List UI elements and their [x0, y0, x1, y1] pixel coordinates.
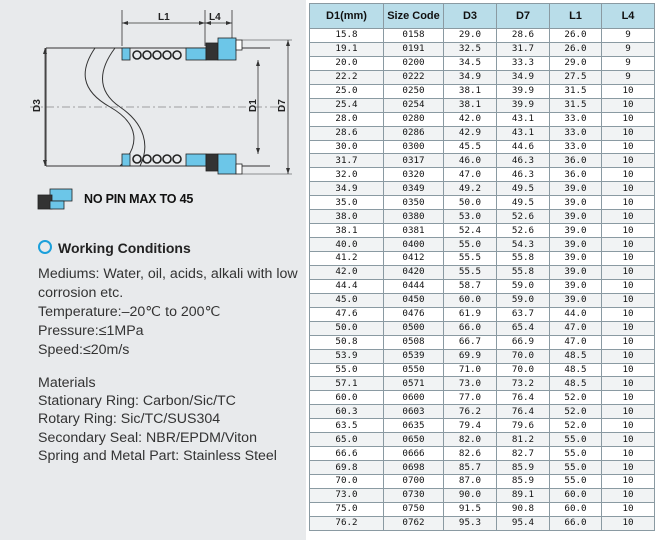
cell-size-code: 0300	[384, 140, 444, 154]
cell-size-code: 0730	[384, 488, 444, 502]
cell-d3: 91.5	[444, 502, 497, 516]
cell-d7: 73.2	[497, 377, 550, 391]
cell-size-code: 0381	[384, 224, 444, 238]
cell-l1: 36.0	[550, 154, 602, 168]
cell-size-code: 0350	[384, 196, 444, 210]
cell-d3: 47.0	[444, 168, 497, 182]
table-row	[310, 419, 655, 433]
cell-d3: 82.6	[444, 447, 497, 461]
cell-d1: 38.0	[310, 210, 384, 224]
table-row	[310, 335, 655, 349]
cell-d3: 87.0	[444, 475, 497, 489]
cell-l4: 10	[602, 321, 655, 335]
cell-d3: 38.1	[444, 84, 497, 98]
cell-d7: 90.8	[497, 502, 550, 516]
cell-l4: 10	[602, 377, 655, 391]
cell-d1: 32.0	[310, 168, 384, 182]
cell-l4: 10	[602, 98, 655, 112]
cell-d3: 76.2	[444, 405, 497, 419]
cell-d7: 70.0	[497, 363, 550, 377]
cell-l1: 44.0	[550, 307, 602, 321]
cell-d3: 55.5	[444, 252, 497, 266]
table-row	[310, 70, 655, 84]
materials-line: Materials	[38, 375, 96, 391]
cell-l4: 9	[602, 70, 655, 84]
cell-l4: 10	[602, 210, 655, 224]
materials-line: Spring and Metal Part: Stainless Steel	[38, 447, 277, 464]
cell-l1: 39.0	[550, 224, 602, 238]
dim-d1-label: D1	[248, 99, 259, 112]
table-row	[310, 279, 655, 293]
dim-d7-label: D7	[277, 99, 288, 112]
cell-d1: 53.9	[310, 349, 384, 363]
cell-l1: 55.0	[550, 447, 602, 461]
cell-d7: 44.6	[497, 140, 550, 154]
cell-d7: 43.1	[497, 112, 550, 126]
cell-d3: 60.0	[444, 293, 497, 307]
table-row	[310, 154, 655, 168]
no-pin-label: NO PIN MAX TO 45	[84, 192, 194, 206]
table-body	[310, 29, 655, 531]
cell-l1: 66.0	[550, 516, 602, 530]
table-row	[310, 112, 655, 126]
cell-d3: 46.0	[444, 154, 497, 168]
cell-d7: 79.6	[497, 419, 550, 433]
table-row	[310, 265, 655, 279]
cell-d7: 33.3	[497, 56, 550, 70]
cell-d7: 49.5	[497, 196, 550, 210]
cell-l1: 55.0	[550, 475, 602, 489]
cell-d7: 81.2	[497, 433, 550, 447]
cell-d1: 28.6	[310, 126, 384, 140]
cell-l4: 10	[602, 419, 655, 433]
cell-size-code: 0444	[384, 279, 444, 293]
cell-size-code: 0650	[384, 433, 444, 447]
cell-d7: 55.8	[497, 252, 550, 266]
cell-d1: 20.0	[310, 56, 384, 70]
cell-d3: 52.4	[444, 224, 497, 238]
cell-size-code: 0317	[384, 154, 444, 168]
table-row	[310, 475, 655, 489]
cell-l1: 39.0	[550, 252, 602, 266]
cell-l4: 10	[602, 349, 655, 363]
cell-l1: 31.5	[550, 98, 602, 112]
cell-d7: 52.6	[497, 224, 550, 238]
cell-size-code: 0750	[384, 502, 444, 516]
table-row	[310, 224, 655, 238]
cell-d7: 46.3	[497, 154, 550, 168]
cell-d1: 38.1	[310, 224, 384, 238]
cell-d3: 61.9	[444, 307, 497, 321]
cell-l4: 10	[602, 168, 655, 182]
cell-l1: 52.0	[550, 391, 602, 405]
cell-d7: 39.9	[497, 84, 550, 98]
cell-d3: 69.9	[444, 349, 497, 363]
dim-l4-label: L4	[209, 12, 221, 23]
cell-d7: 39.9	[497, 98, 550, 112]
col-header-size-code: Size Code	[384, 4, 444, 29]
left-panel	[0, 0, 306, 540]
cell-d3: 71.0	[444, 363, 497, 377]
cell-size-code: 0508	[384, 335, 444, 349]
cell-d3: 45.5	[444, 140, 497, 154]
cell-l4: 10	[602, 488, 655, 502]
cell-d7: 31.7	[497, 42, 550, 56]
cell-d3: 79.4	[444, 419, 497, 433]
cell-d1: 55.0	[310, 363, 384, 377]
cell-d7: 95.4	[497, 516, 550, 530]
table-row	[310, 377, 655, 391]
size-spec-table	[309, 3, 655, 531]
materials-line: Secondary Seal: NBR/EPDM/Viton	[38, 429, 257, 446]
cell-d3: 55.0	[444, 238, 497, 252]
cell-d1: 60.0	[310, 391, 384, 405]
cell-l4: 10	[602, 279, 655, 293]
cell-l1: 48.5	[550, 377, 602, 391]
cell-d3: 42.9	[444, 126, 497, 140]
cell-d1: 65.0	[310, 433, 384, 447]
cell-d1: 31.7	[310, 154, 384, 168]
cell-d7: 82.7	[497, 447, 550, 461]
cell-d7: 49.5	[497, 182, 550, 196]
cell-l1: 48.5	[550, 363, 602, 377]
cell-size-code: 0158	[384, 29, 444, 43]
cell-d3: 49.2	[444, 182, 497, 196]
table-row	[310, 391, 655, 405]
cell-l4: 10	[602, 154, 655, 168]
cell-l1: 33.0	[550, 140, 602, 154]
cell-d1: 35.0	[310, 196, 384, 210]
cell-d3: 73.0	[444, 377, 497, 391]
cell-d3: 29.0	[444, 29, 497, 43]
cell-l4: 10	[602, 391, 655, 405]
working-conditions-line: Speed:≤20m/s	[38, 342, 130, 358]
cell-l1: 39.0	[550, 238, 602, 252]
cell-l4: 10	[602, 140, 655, 154]
cell-d7: 63.7	[497, 307, 550, 321]
cell-size-code: 0698	[384, 461, 444, 475]
cell-d1: 42.0	[310, 265, 384, 279]
circle-bullet-icon	[38, 240, 52, 254]
table-row	[310, 238, 655, 252]
cell-l4: 10	[602, 335, 655, 349]
table-row	[310, 210, 655, 224]
cell-d7: 66.9	[497, 335, 550, 349]
cell-d1: 34.9	[310, 182, 384, 196]
cell-size-code: 0450	[384, 293, 444, 307]
materials-line: Rotary Ring: Sic/TC/SUS304	[38, 411, 221, 428]
cell-d7: 43.1	[497, 126, 550, 140]
cell-d7: 52.6	[497, 210, 550, 224]
materials-line: Stationary Ring: Carbon/Sic/TC	[38, 393, 236, 410]
table-row	[310, 433, 655, 447]
cell-size-code: 0200	[384, 56, 444, 70]
dim-d3-label: D3	[32, 99, 43, 112]
cell-l4: 9	[602, 56, 655, 70]
cell-size-code: 0191	[384, 42, 444, 56]
cell-size-code: 0250	[384, 84, 444, 98]
cell-l4: 10	[602, 196, 655, 210]
col-header-d1: D1(mm)	[310, 4, 384, 29]
cell-size-code: 0550	[384, 363, 444, 377]
col-header-l1: L1	[550, 4, 602, 29]
cell-l4: 10	[602, 363, 655, 377]
table-row	[310, 140, 655, 154]
table-row	[310, 307, 655, 321]
cell-d1: 30.0	[310, 140, 384, 154]
cell-l4: 10	[602, 502, 655, 516]
cell-d3: 32.5	[444, 42, 497, 56]
cell-d1: 63.5	[310, 419, 384, 433]
cell-d3: 42.0	[444, 112, 497, 126]
cell-d1: 50.8	[310, 335, 384, 349]
cell-l4: 10	[602, 252, 655, 266]
cell-size-code: 0286	[384, 126, 444, 140]
table-row	[310, 516, 655, 530]
cell-d7: 55.8	[497, 265, 550, 279]
cell-d1: 73.0	[310, 488, 384, 502]
cell-l1: 48.5	[550, 349, 602, 363]
cell-size-code: 0254	[384, 98, 444, 112]
cell-size-code: 0222	[384, 70, 444, 84]
cell-l4: 10	[602, 265, 655, 279]
cell-d7: 85.9	[497, 475, 550, 489]
cell-size-code: 0700	[384, 475, 444, 489]
col-header-d7: D7	[497, 4, 550, 29]
cell-l1: 33.0	[550, 112, 602, 126]
cell-l1: 55.0	[550, 433, 602, 447]
cell-l4: 10	[602, 224, 655, 238]
cell-l4: 10	[602, 112, 655, 126]
cell-l4: 10	[602, 447, 655, 461]
cell-size-code: 0380	[384, 210, 444, 224]
cell-size-code: 0635	[384, 419, 444, 433]
cell-d1: 15.8	[310, 29, 384, 43]
cell-d3: 66.0	[444, 321, 497, 335]
cell-size-code: 0571	[384, 377, 444, 391]
seal-cross-section-drawing	[0, 0, 306, 185]
cell-d7: 89.1	[497, 488, 550, 502]
cell-d1: 57.1	[310, 377, 384, 391]
table-row	[310, 42, 655, 56]
cell-l1: 29.0	[550, 56, 602, 70]
cell-d3: 34.5	[444, 56, 497, 70]
cell-d7: 54.3	[497, 238, 550, 252]
cell-l1: 60.0	[550, 488, 602, 502]
cell-d1: 25.4	[310, 98, 384, 112]
table-row	[310, 182, 655, 196]
cell-l4: 9	[602, 42, 655, 56]
table-row	[310, 29, 655, 43]
cell-d1: 70.0	[310, 475, 384, 489]
cell-l1: 52.0	[550, 419, 602, 433]
table-row	[310, 363, 655, 377]
cell-l4: 10	[602, 84, 655, 98]
cell-size-code: 0500	[384, 321, 444, 335]
cell-d1: 41.2	[310, 252, 384, 266]
cell-size-code: 0420	[384, 265, 444, 279]
cell-size-code: 0600	[384, 391, 444, 405]
cell-l1: 39.0	[550, 196, 602, 210]
cell-d3: 50.0	[444, 196, 497, 210]
cell-size-code: 0762	[384, 516, 444, 530]
cell-d7: 76.4	[497, 391, 550, 405]
table-row	[310, 293, 655, 307]
cell-size-code: 0349	[384, 182, 444, 196]
cell-d7: 46.3	[497, 168, 550, 182]
table-row	[310, 196, 655, 210]
cell-d7: 76.4	[497, 405, 550, 419]
cell-l1: 47.0	[550, 335, 602, 349]
cell-l4: 10	[602, 516, 655, 530]
col-header-l4: L4	[602, 4, 655, 29]
cell-l1: 33.0	[550, 126, 602, 140]
dim-l1-label: L1	[158, 12, 170, 23]
cell-d7: 65.4	[497, 321, 550, 335]
col-header-d3: D3	[444, 4, 497, 29]
materials-body	[38, 374, 306, 465]
cell-d3: 38.1	[444, 98, 497, 112]
cell-size-code: 0400	[384, 238, 444, 252]
cell-d3: 66.7	[444, 335, 497, 349]
cell-d1: 44.4	[310, 279, 384, 293]
cell-size-code: 0539	[384, 349, 444, 363]
table-row	[310, 502, 655, 516]
cell-d3: 34.9	[444, 70, 497, 84]
working-conditions-line: Temperature:–20℃ to 200℃	[38, 304, 221, 320]
cell-size-code: 0280	[384, 112, 444, 126]
cell-d3: 77.0	[444, 391, 497, 405]
table-row	[310, 84, 655, 98]
cell-l1: 39.0	[550, 279, 602, 293]
cell-l4: 10	[602, 461, 655, 475]
cell-d1: 19.1	[310, 42, 384, 56]
cell-size-code: 0476	[384, 307, 444, 321]
working-conditions-body	[38, 265, 304, 360]
cell-size-code: 0320	[384, 168, 444, 182]
cell-size-code: 0412	[384, 252, 444, 266]
cell-l1: 26.0	[550, 29, 602, 43]
cell-d1: 22.2	[310, 70, 384, 84]
cell-d7: 59.0	[497, 279, 550, 293]
cell-d3: 55.5	[444, 265, 497, 279]
cell-l4: 10	[602, 475, 655, 489]
cell-d1: 66.6	[310, 447, 384, 461]
cell-d3: 90.0	[444, 488, 497, 502]
cell-l1: 52.0	[550, 405, 602, 419]
cell-l1: 39.0	[550, 265, 602, 279]
table-row	[310, 168, 655, 182]
cell-l1: 36.0	[550, 168, 602, 182]
cell-l4: 10	[602, 182, 655, 196]
table-row	[310, 56, 655, 70]
cell-d1: 69.8	[310, 461, 384, 475]
cell-l1: 27.5	[550, 70, 602, 84]
table-row	[310, 126, 655, 140]
cell-d1: 47.6	[310, 307, 384, 321]
cell-d3: 58.7	[444, 279, 497, 293]
cell-size-code: 0603	[384, 405, 444, 419]
cell-l1: 47.0	[550, 321, 602, 335]
seat-profile-icon	[36, 187, 76, 211]
cell-l4: 10	[602, 405, 655, 419]
table-row	[310, 405, 655, 419]
cell-l4: 10	[602, 238, 655, 252]
working-conditions-title-text: Working Conditions	[58, 240, 191, 256]
cell-d3: 82.0	[444, 433, 497, 447]
cell-d3: 95.3	[444, 516, 497, 530]
cell-l1: 39.0	[550, 210, 602, 224]
cell-l4: 10	[602, 307, 655, 321]
cell-l1: 39.0	[550, 182, 602, 196]
table-row	[310, 252, 655, 266]
table-row	[310, 488, 655, 502]
cell-l1: 31.5	[550, 84, 602, 98]
table-row	[310, 98, 655, 112]
cell-l1: 26.0	[550, 42, 602, 56]
cell-d1: 25.0	[310, 84, 384, 98]
table-row	[310, 321, 655, 335]
no-pin-note	[36, 187, 296, 211]
cell-l1: 39.0	[550, 293, 602, 307]
cell-d1: 75.0	[310, 502, 384, 516]
cell-d7: 70.0	[497, 349, 550, 363]
cell-d7: 85.9	[497, 461, 550, 475]
table-row	[310, 447, 655, 461]
cell-d1: 50.0	[310, 321, 384, 335]
cell-d3: 85.7	[444, 461, 497, 475]
cell-d1: 60.3	[310, 405, 384, 419]
table-row	[310, 461, 655, 475]
cell-l4: 10	[602, 433, 655, 447]
working-conditions-line: Mediums: Water, oil, acids, alkali with low corrosion etc.	[38, 266, 298, 301]
table-row	[310, 349, 655, 363]
cell-l1: 60.0	[550, 502, 602, 516]
cell-d1: 28.0	[310, 112, 384, 126]
cell-d3: 53.0	[444, 210, 497, 224]
cell-d7: 59.0	[497, 293, 550, 307]
cell-size-code: 0666	[384, 447, 444, 461]
cell-d7: 34.9	[497, 70, 550, 84]
cell-l4: 10	[602, 126, 655, 140]
cell-d1: 76.2	[310, 516, 384, 530]
cell-l4: 10	[602, 293, 655, 307]
cell-l1: 55.0	[550, 461, 602, 475]
cell-d1: 45.0	[310, 293, 384, 307]
cell-d1: 40.0	[310, 238, 384, 252]
working-conditions-title	[38, 240, 191, 256]
cell-l4: 9	[602, 29, 655, 43]
cell-d7: 28.6	[497, 29, 550, 43]
table-header-row	[310, 4, 655, 29]
working-conditions-line: Pressure:≤1MPa	[38, 323, 144, 339]
